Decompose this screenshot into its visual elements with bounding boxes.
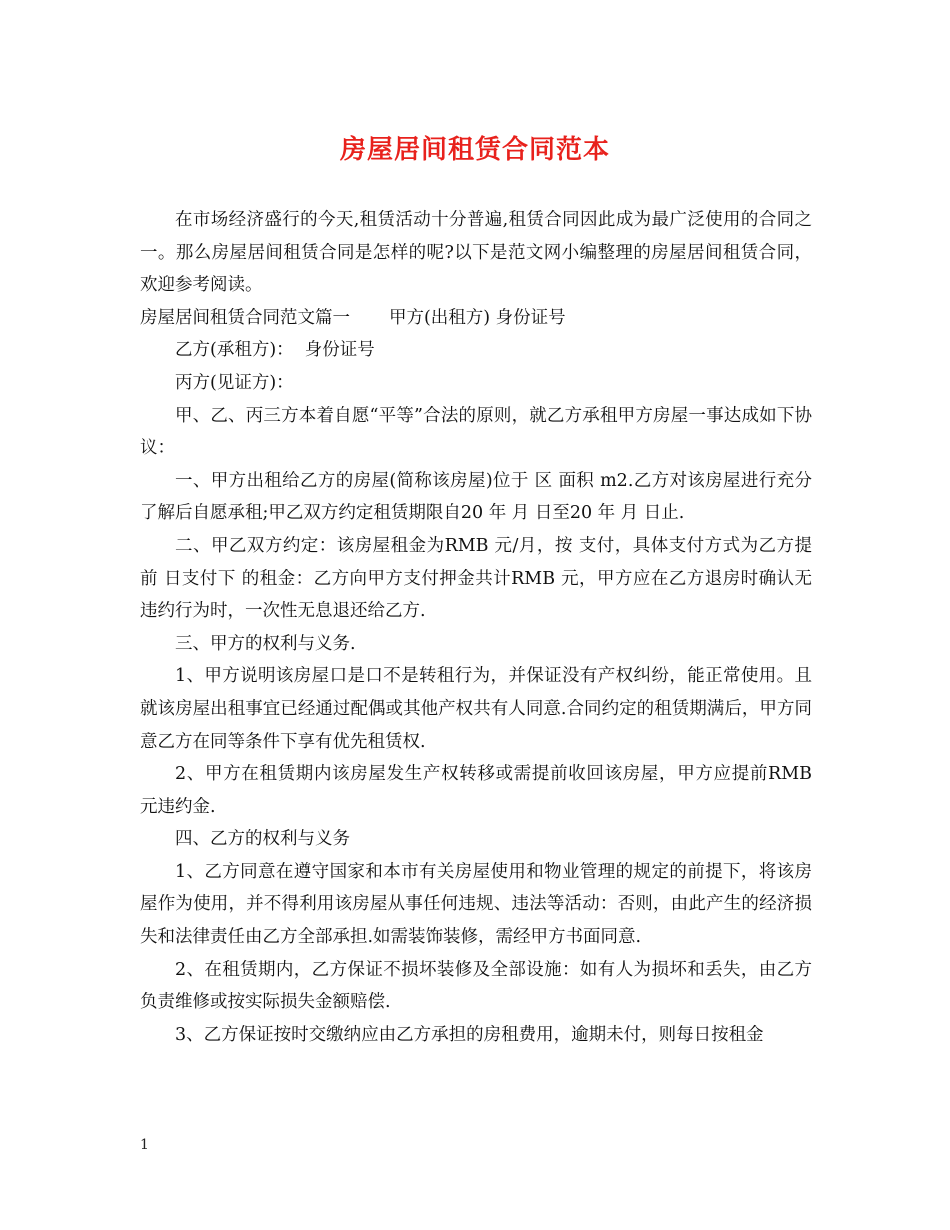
paragraph-clause-2: 二、甲乙双方约定：该房屋租金为RMB 元/月，按 支付，具体支付方式为乙方提前 日支付下 的租金：乙方向甲方支付押金共计RMB 元，甲方应在乙方退房时确认无违约行为时，一次性无息退还给乙方. <box>140 535 812 622</box>
paragraph-party-b: 乙方(承租方)： 身份证号 <box>175 340 375 361</box>
paragraph-clause-3-heading: 三、甲方的权利与义务. <box>175 633 356 654</box>
paragraph-clause-3-1: 1、甲方说明该房屋口是口不是转租行为，并保证没有产权纠纷，能正常使用。且就该房屋出租事宜已经通过配偶或其他产权共有人同意.合同约定的租赁期满后，甲方同意乙方在同等条件下享有优先租赁权. <box>140 666 812 752</box>
document-title: 房屋居间租赁合同范本 <box>339 135 610 165</box>
paragraph-clause-4-2: 2、在租赁期内，乙方保证不损坏装修及全部设施：如有人为损坏和丢失，由乙方负责维修或按实际损失金额赔偿. <box>140 959 812 1013</box>
paragraph-clause-1: 一、甲方出租给乙方的房屋(简称该房屋)位于 区 面积 m2.乙方对该房屋进行充分了解后自愿承租;甲乙双方约定租赁期限自20 年 月 日至20 年 月 日止. <box>140 470 812 524</box>
paragraph-intro: 在市场经济盛行的今天,租赁活动十分普遍,租赁合同因此成为最广泛使用的合同之一。那么房屋居间租赁合同是怎样的呢?以下是范文网小编整理的房屋居间租赁合同，欢迎参考阅读。 <box>140 210 812 296</box>
paragraph-clause-4-3: 3、乙方保证按时交缴纳应由乙方承担的房租费用，逾期未付，则每日按租金 <box>175 1024 764 1045</box>
paragraph-clause-4-1: 1、乙方同意在遵守国家和本市有关房屋使用和物业管理的规定的前提下，将该房屋作为使用，并不得利用该房屋从事任何违规、违法等活动：否则，由此产生的经济损失和法律责任由乙方全部承担.如需装饰装修，需经甲方书面同意. <box>140 861 812 948</box>
page-number: 1 <box>140 1137 149 1153</box>
paragraph-clause-4-heading: 四、乙方的权利与义务 <box>175 829 350 850</box>
paragraph-agreement-basis: 甲、乙、丙三方本着自愿“平等”合法的原则，就乙方承租甲方房屋一事达成如下协议： <box>140 405 812 459</box>
paragraph-party-a: 房屋居间租赁合同范文篇一 甲方(出租方) 身份证号 <box>140 307 566 328</box>
paragraph-party-c: 丙方(见证方)： <box>175 372 294 393</box>
document-body <box>140 204 818 1051</box>
paragraph-clause-3-2: 2、甲方在租赁期内该房屋发生产权转移或需提前收回该房屋，甲方应提前RMB 元违约金. <box>140 764 818 817</box>
